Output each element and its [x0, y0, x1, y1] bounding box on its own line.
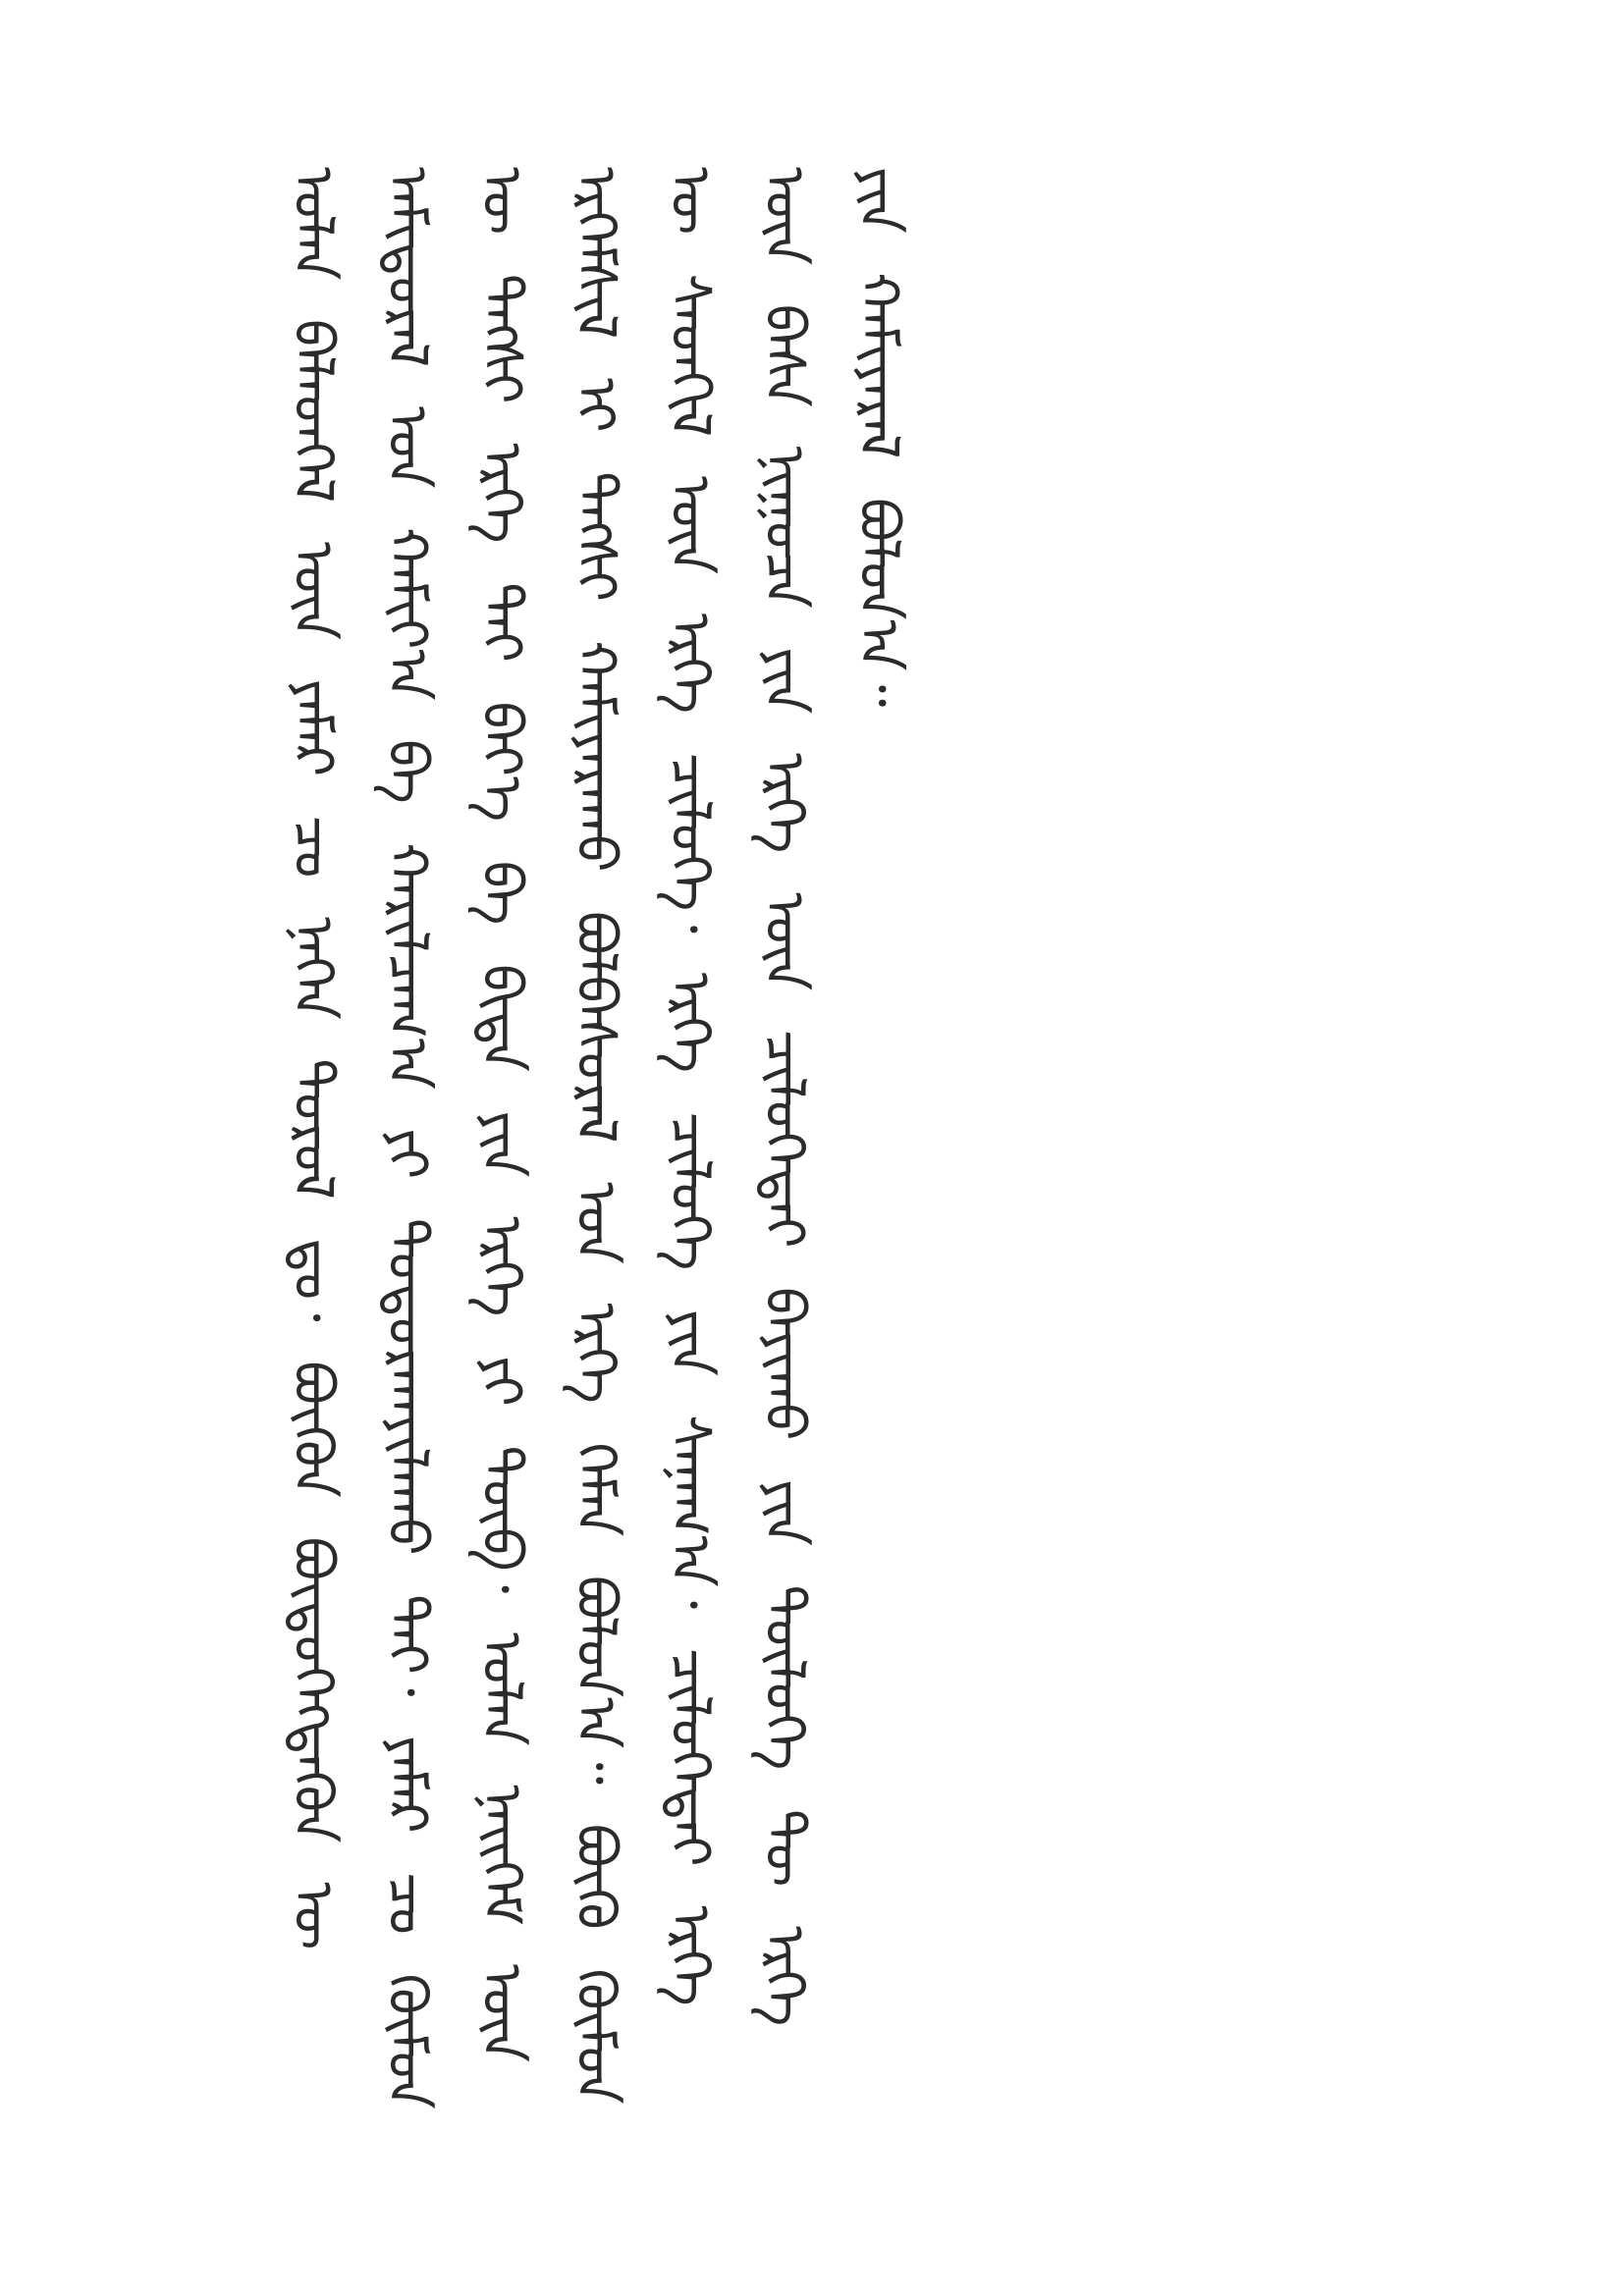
mongolian-paragraph: ᠤᠯᠠᠨ ᠪᠡᠯᠡᠳᠬᠡᠯ ᠦᠨ ᠶᠠᠮᠠᠷ ᠴᠤ ᠨᠡᠭᠡᠨ ᠲᠤᠷᠤᠯ ᠳᠤ᠂ ᠪᠦᠬᠦᠨ ᠪᠦᠲᠦᠭᠡᠭᠳᠡᠬᠦᠨ ᠦ ᠠᠮᠢᠳᠤᠷᠠᠯ ᠤᠨ ᠬᠠᠮᠢᠶ᠎ᠠ ᠪᠠ ᠬᠠᠷᠢᠯᠴᠠᠭ᠎ᠠ ᠶᠢ ᠲᠣᠳᠤᠷᠬᠠᠶᠢᠯᠠᠬᠤ ᠲᠠᠢ᠂ ᠶᠠᠮᠠᠷ ᠴᠤ ᠬᠦᠮᠦᠨ ᠦ ᠲᠡᠭᠰᠢ ᠡᠷᠬᠡ ᠲᠡᠢ ᠪᠡᠶ᠎ᠡ ᠪᠠ ᠪᠢᠳᠡ ᠶᠢᠨ ᠡᠷᠬᠡ ᠶᠢ ᠲᠥᠪ᠂ ᠤᠯᠠᠨ ᠨᠡᠢᠭᠡᠮ ᠦᠨ ᠡᠷᠭᠡᠮᠰᠢᠯ ᠢ ᠲᠡᠭᠰᠢ ᠬᠠᠮᠢᠶᠠᠷᠠᠬᠤ ᠪᠣᠯᠪᠠᠰᠤᠷᠠᠯ ᠤᠨ ᠡᠷᠬᠡ ᠬᠡᠮᠡᠨ ᠪᠣᠯᠤᠨ᠎ᠠ᠃ ᠪᠦᠬᠦ ᠬᠦᠮᠦᠨ ᠦ ᠰᠡᠳᠬᠢᠯ ᠦᠨ ᠡᠷᠬᠡ ᠴᠢᠯᠦᠭᠡ᠂ ᠡᠷᠬᠡ ᠴᠢᠯᠦᠭᠡ ᠶᠢᠨ ᠰᠠᠨᠠᠭ᠎ᠠ᠂ ᠴᠢᠯᠦᠭᠡᠲᠡᠢ ᠡᠷᠬᠡ ᠦᠨ ᠪᠠᠰᠠ ᠨᠢᠭᠤᠴᠠ ᠶᠢᠨ ᠡᠷᠬᠡ ᠦᠨ ᠴᠢᠯᠦᠭᠡᠲᠡᠢ ᠪᠠᠶᠢᠬᠤ ᠶᠢᠨ ᠲᠥᠯᠦᠭᠡ ᠲᠦ ᠡᠷᠬᠡ ᠶᠢᠨ ᠬᠠᠮᠢᠶᠠᠷᠠᠯ ᠪᠣᠯᠤᠨ᠎ᠠ᠃ — [281, 167, 910, 2109]
